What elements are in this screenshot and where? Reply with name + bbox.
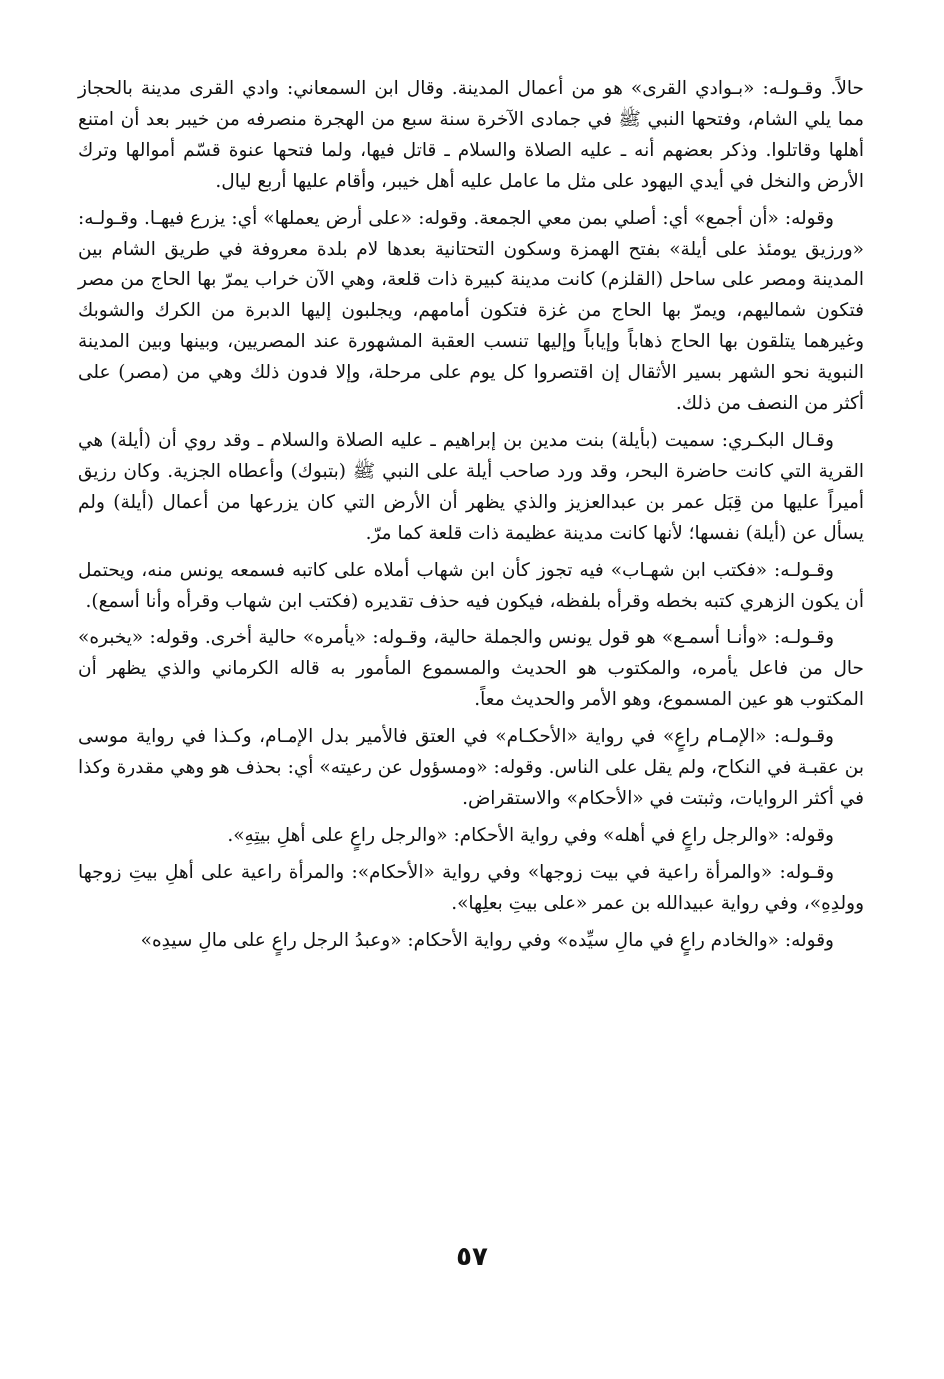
paragraph-1: حالاً. وقـولـه: «بـوادي القرى» هو من أعمال المدينة. وقال ابن السمعاني: وادي القرى مدينة بالحجاز مما يلي الشام، وفتحها النبي ﷺ في جمادى الآخرة سنة سبع من الهجرة منصرفه من خيبر بعد أن امتنع أهلها وقاتلوا. وذكر بعضهم أنه ـ عليه الصلاة والسلام ـ قاتل فيها، ولما فتحها عنوة قسّم أموالها وترك الأرض والنخل في أيدي اليهود على مثل ما عامل عليه أهل خيبر، وأقام عليها أربع ليال. xyxy=(78,78,864,192)
page-number: ٥٧ xyxy=(456,1242,488,1272)
paragraph-4: وقـولـه: «فكتب ابن شهـاب» فيه تجوز كأن ابن شهاب أملاه على كاتبه فسمعه يونس منه، ويحتمل أن يكون الزهري كتبه بخطه وقرأه بلفظه، فيكون فيه حذف تقديره (فكتب ابن شهاب وقرأه وأنا أسمع). xyxy=(78,559,864,612)
paragraph-7: وقوله: «والرجل راعٍ في أهله» وفي رواية الأحكام: «والرجل راعٍ على أهلِ بيتِهِ». xyxy=(227,824,834,846)
paragraph-6: وقـولـه: «الإمـام راعٍ» في رواية «الأحكـام» في العتق فالأمير بدل الإمـام، وكـذا في رواية موسى بن عقبـة في النكاح، ولم يقل على الناس. وقوله: «ومسؤول عن رعيته» أي: بحذف هو وهي مقدرة وكذا في أكثر الروايات، وثبتت في «الأحكام» والاستقراض. xyxy=(78,726,864,809)
paragraph-3: وقـال البكـري: سميت (بأيلة) بنت مدين بن إبراهيم ـ عليه الصلاة والسلام ـ وقد روي أن (أيلة) هي القرية التي كانت حاضرة البحر، وقد ورد صاحب أيلة على النبي ﷺ (بتبوك) وأعطاه الجزية. وكان رزيق أميراً عليها من قِبَل عمر بن عبدالعزيز والذي يظهر أن الأرض التي كان يزرعها من أعمال (أيلة) ولم يسأل عن (أيلة) نفسها؛ لأنها كانت مدينة عظيمة ذات قلعة كما مرّ. xyxy=(78,429,864,544)
paragraph-9: وقوله: «والخادم راعٍ في مالِ سيِّده» وفي رواية الأحكام: «وعبدُ الرجل راعٍ على مالِ سيدِه» xyxy=(140,929,834,951)
paragraph-2: وقوله: «أن أجمع» أي: أصلي بمن معي الجمعة. وقوله: «على أرض يعملها» أي: يزرع فيهـا. وقـولـه: «ورزيق يومئذ على أيلة» بفتح الهمزة وسكون التحتانية بعدها لام بلدة معروفة في طريق الشام بين المدينة ومصر على ساحل (القلزم) كانت مدينة كبيرة ذات قلعة، وهي الآن خراب يمرّ بها الحاج من مصر فتكون شماليهم، ويمرّ بها الحاج من غزة فتكون أمامهم، ويجلبون إليها الدبرة من الكرك والشوبك وغيرهما يتلقون بها الحاج ذهاباً وإياباً وإليها تنسب العقبة المشهورة عند المصريين، وبينها وبين المدينة النبوية نحو الشهر بسير الأثقال إن اقتصروا كل يوم على مرحلة، وإلا فدون ذلك وهي من (مصر) على أكثر من النصف من ذلك. xyxy=(78,207,864,415)
paragraph-5: وقـولـه: «وأنـا أسمـع» هو قول يونس والجملة حالية، وقـوله: «يأمره» حالية أخرى. وقوله: «يخبره» حال من فاعل يأمره، والمكتوب هو الحديث والمسموع المأمور به قاله الكرماني والذي يظهر أن المكتوب هو عين المسموع، وهو الأمر والحديث معاً. xyxy=(78,627,864,711)
page-body-text xyxy=(78,74,864,962)
paragraph-8: وقـوله: «والمرأة راعية في بيت زوجها» وفي رواية «الأحكام»: والمرأة راعية على أهلِ بيتِ زوجها وولدِهِ»، وفي رواية عبيدالله بن عمر «على بيتِ بعلِها». xyxy=(78,861,864,914)
